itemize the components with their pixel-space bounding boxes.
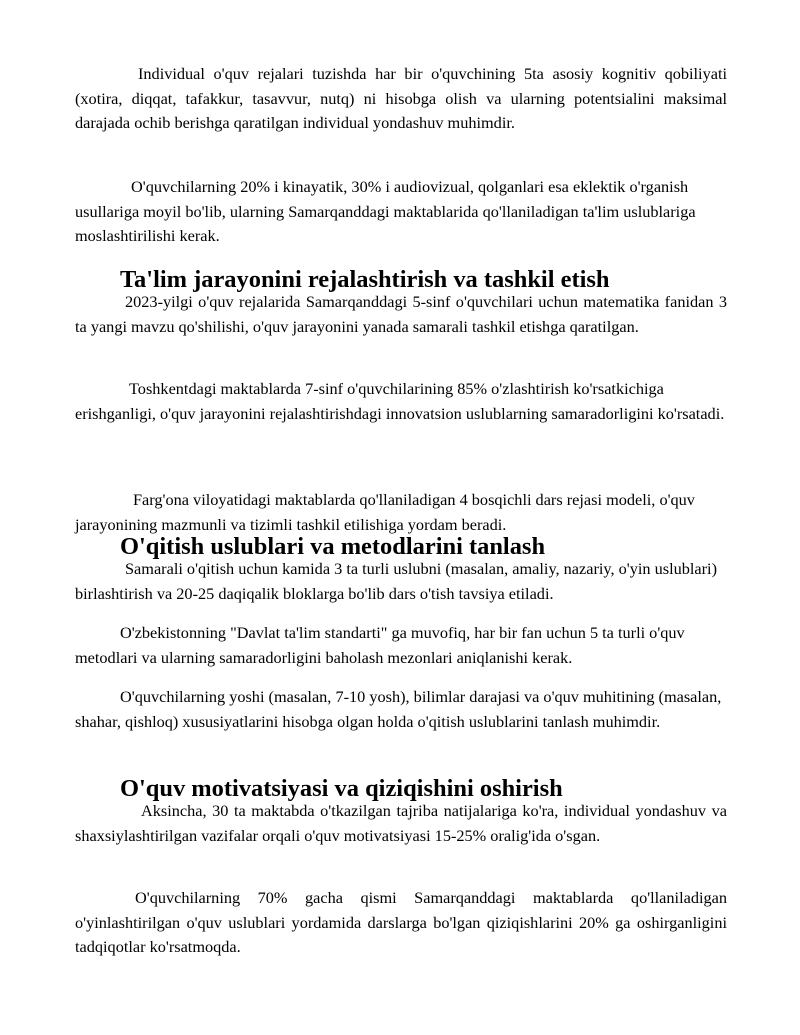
paragraph-individual-plans: Individual o'quv rejalari tuzishda har bir o'quvchining 5ta asosiy kognitiv qobiliyati (xotira, diqqat, tafakkur, tasavvur, nutq) ni hisobga olish va ularning potentsialini maksimal darajada ochib berishga qaratilgan individual yondashuv muhimdir.	[75, 64, 727, 132]
paragraph-effective-teaching: Samarali o'qitish uchun kamida 3 ta turli uslubni (masalan, amaliy, nazariy, o'yin uslublari) birlashtirish va 20-25 daqiqalik bloklarga bo'lib dars o'tish tavsiya etiladi.	[75, 559, 717, 603]
heading-teaching-methods: O'qitish uslublari va metodlarini tanlash	[120, 533, 546, 560]
paragraph-student-age: O'quvchilarning yoshi (masalan, 7-10 yosh), bilimlar darajasi va o'quv muhitining (masalan, shahar, qishloq) xususiyatlarini hisobga olgan holda o'qitish uslublarini tanlash muhimdir.	[75, 687, 722, 731]
paragraph-tashkent-schools: Toshkentdagi maktablarda 7-sinf o'quvchilarining 85% o'zlashtirish ko'rsatkichiga erishganligi, o'quv jarayonini rejalashtirishdagi innovatsion uslublarning samaradorligini ko'rsatadi.	[75, 379, 725, 423]
paragraph-learning-styles: O'quvchilarning 20% i kinayatik, 30% i audiovizual, qolganlari esa eklektik o'rganish usullariga moyil bo'lib, ularning Samarqanddagi maktablarida qo'llaniladigan ta'lim uslublariga moslashtirilishi kerak.	[75, 177, 696, 245]
paragraph-experiment-results: Aksincha, 30 ta maktabda o'tkazilgan tajriba natijalariga ko'ra, individual yondashuv va shaxsiylashtirilgan vazifalar orqali o'quv motivatsiyasi 15-25% oralig'ida o'sgan.	[75, 801, 727, 845]
heading-motivation: O'quv motivatsiyasi va qiziqishini oshirish	[120, 775, 563, 802]
paragraph-fergana-model: Farg'ona viloyatidagi maktablarda qo'llaniladigan 4 bosqichli dars rejasi modeli, o'quv jarayonining mazmunli va tizimli tashkil etilishiga yordam beradi.	[75, 490, 695, 534]
paragraph-2023-curriculum: 2023-yilgi o'quv rejalarida Samarqanddagi 5-sinf o'quvchilari uchun matematika fanidan 3 ta yangi mavzu qo'shilishi, o'quv jarayonini yanada samarali tashkil etishga qaratilgan.	[75, 292, 727, 336]
paragraph-state-standard: O'zbekistonning "Davlat ta'lim standarti" ga muvofiq, har bir fan uchun 5 ta turli o'quv metodlari va ularning samaradorligini baholash mezonlari aniqlanishi kerak.	[75, 623, 685, 667]
paragraph-gamified-learning: O'quvchilarning 70% gacha qismi Samarqanddagi maktablarda qo'llaniladigan o'yinlashtirilgan o'quv uslublari yordamida darslarga bo'lgan qiziqishlarini 20% ga oshirganligini tadqiqotlar ko'rsatmoqda.	[75, 888, 727, 956]
heading-planning: Ta'lim jarayonini rejalashtirish va tashkil etish	[120, 266, 610, 293]
